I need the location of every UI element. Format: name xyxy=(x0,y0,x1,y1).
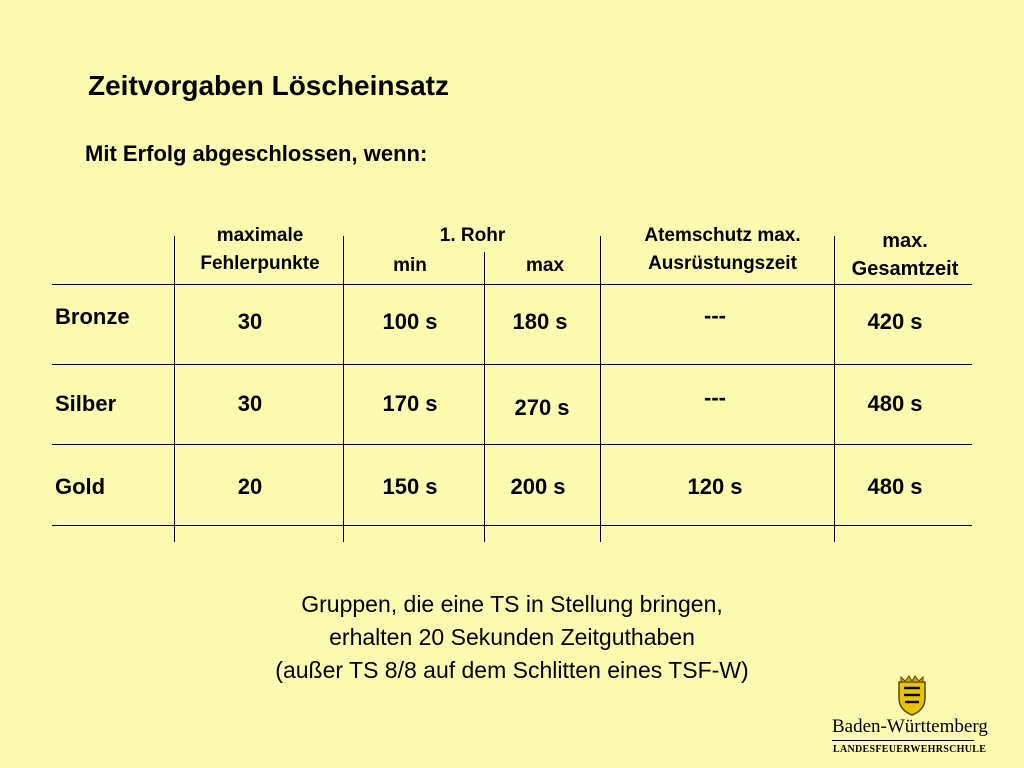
coat-of-arms-icon xyxy=(895,674,929,721)
logo-divider xyxy=(832,740,974,741)
row-label: Silber xyxy=(55,391,117,416)
logo-school-name: LANDESFEUERWEHRSCHULE xyxy=(833,744,987,755)
cell-rohr-max: 180 s xyxy=(512,309,568,334)
cell-fehlerpunkte: 20 xyxy=(237,474,263,499)
header-atemschutz: Atemschutz max. Ausrüstungszeit xyxy=(644,225,801,274)
cell-rohr-min: 170 s xyxy=(382,391,438,416)
header-fehlerpunkte: maximale Fehlerpunkte xyxy=(200,225,320,274)
header-rohr-max: max xyxy=(525,255,565,276)
cell-rohr-max: 200 s xyxy=(510,474,566,499)
row-label: Bronze xyxy=(55,304,130,329)
logo-state-name: Baden-Württemberg xyxy=(832,716,988,737)
header-rohr-min: min xyxy=(393,255,427,276)
cell-rohr-min: 150 s xyxy=(382,474,438,499)
row-label: Gold xyxy=(55,474,106,499)
column-divider xyxy=(600,236,601,542)
page-subtitle: Mit Erfolg abgeschlossen, wenn: xyxy=(85,141,428,166)
cell-gesamtzeit: 480 s xyxy=(867,391,923,416)
cell-fehlerpunkte: 30 xyxy=(237,391,263,416)
cell-fehlerpunkte: 30 xyxy=(237,309,263,334)
cell-atemschutz: 120 s xyxy=(687,474,743,499)
cell-atemschutz: --- xyxy=(704,303,726,328)
cell-rohr-max: 270 s xyxy=(514,395,570,420)
header-rohr: 1. Rohr xyxy=(439,225,506,246)
header-gesamtzeit: max. Gesamtzeit xyxy=(851,230,959,280)
column-divider xyxy=(343,236,344,542)
cell-rohr-min: 100 s xyxy=(382,309,438,334)
note-text: Gruppen, die eine TS in Stellung bringen, erhalten 20 Sekunden Zeitguthaben (außer TS 8/8 auf dem Schlitten eines TSF-W) xyxy=(275,591,749,683)
cell-atemschutz: --- xyxy=(704,385,726,410)
cell-gesamtzeit: 480 s xyxy=(867,474,923,499)
cell-gesamtzeit: 420 s xyxy=(867,309,923,334)
page-title: Zeitvorgaben Löscheinsatz xyxy=(88,70,449,101)
